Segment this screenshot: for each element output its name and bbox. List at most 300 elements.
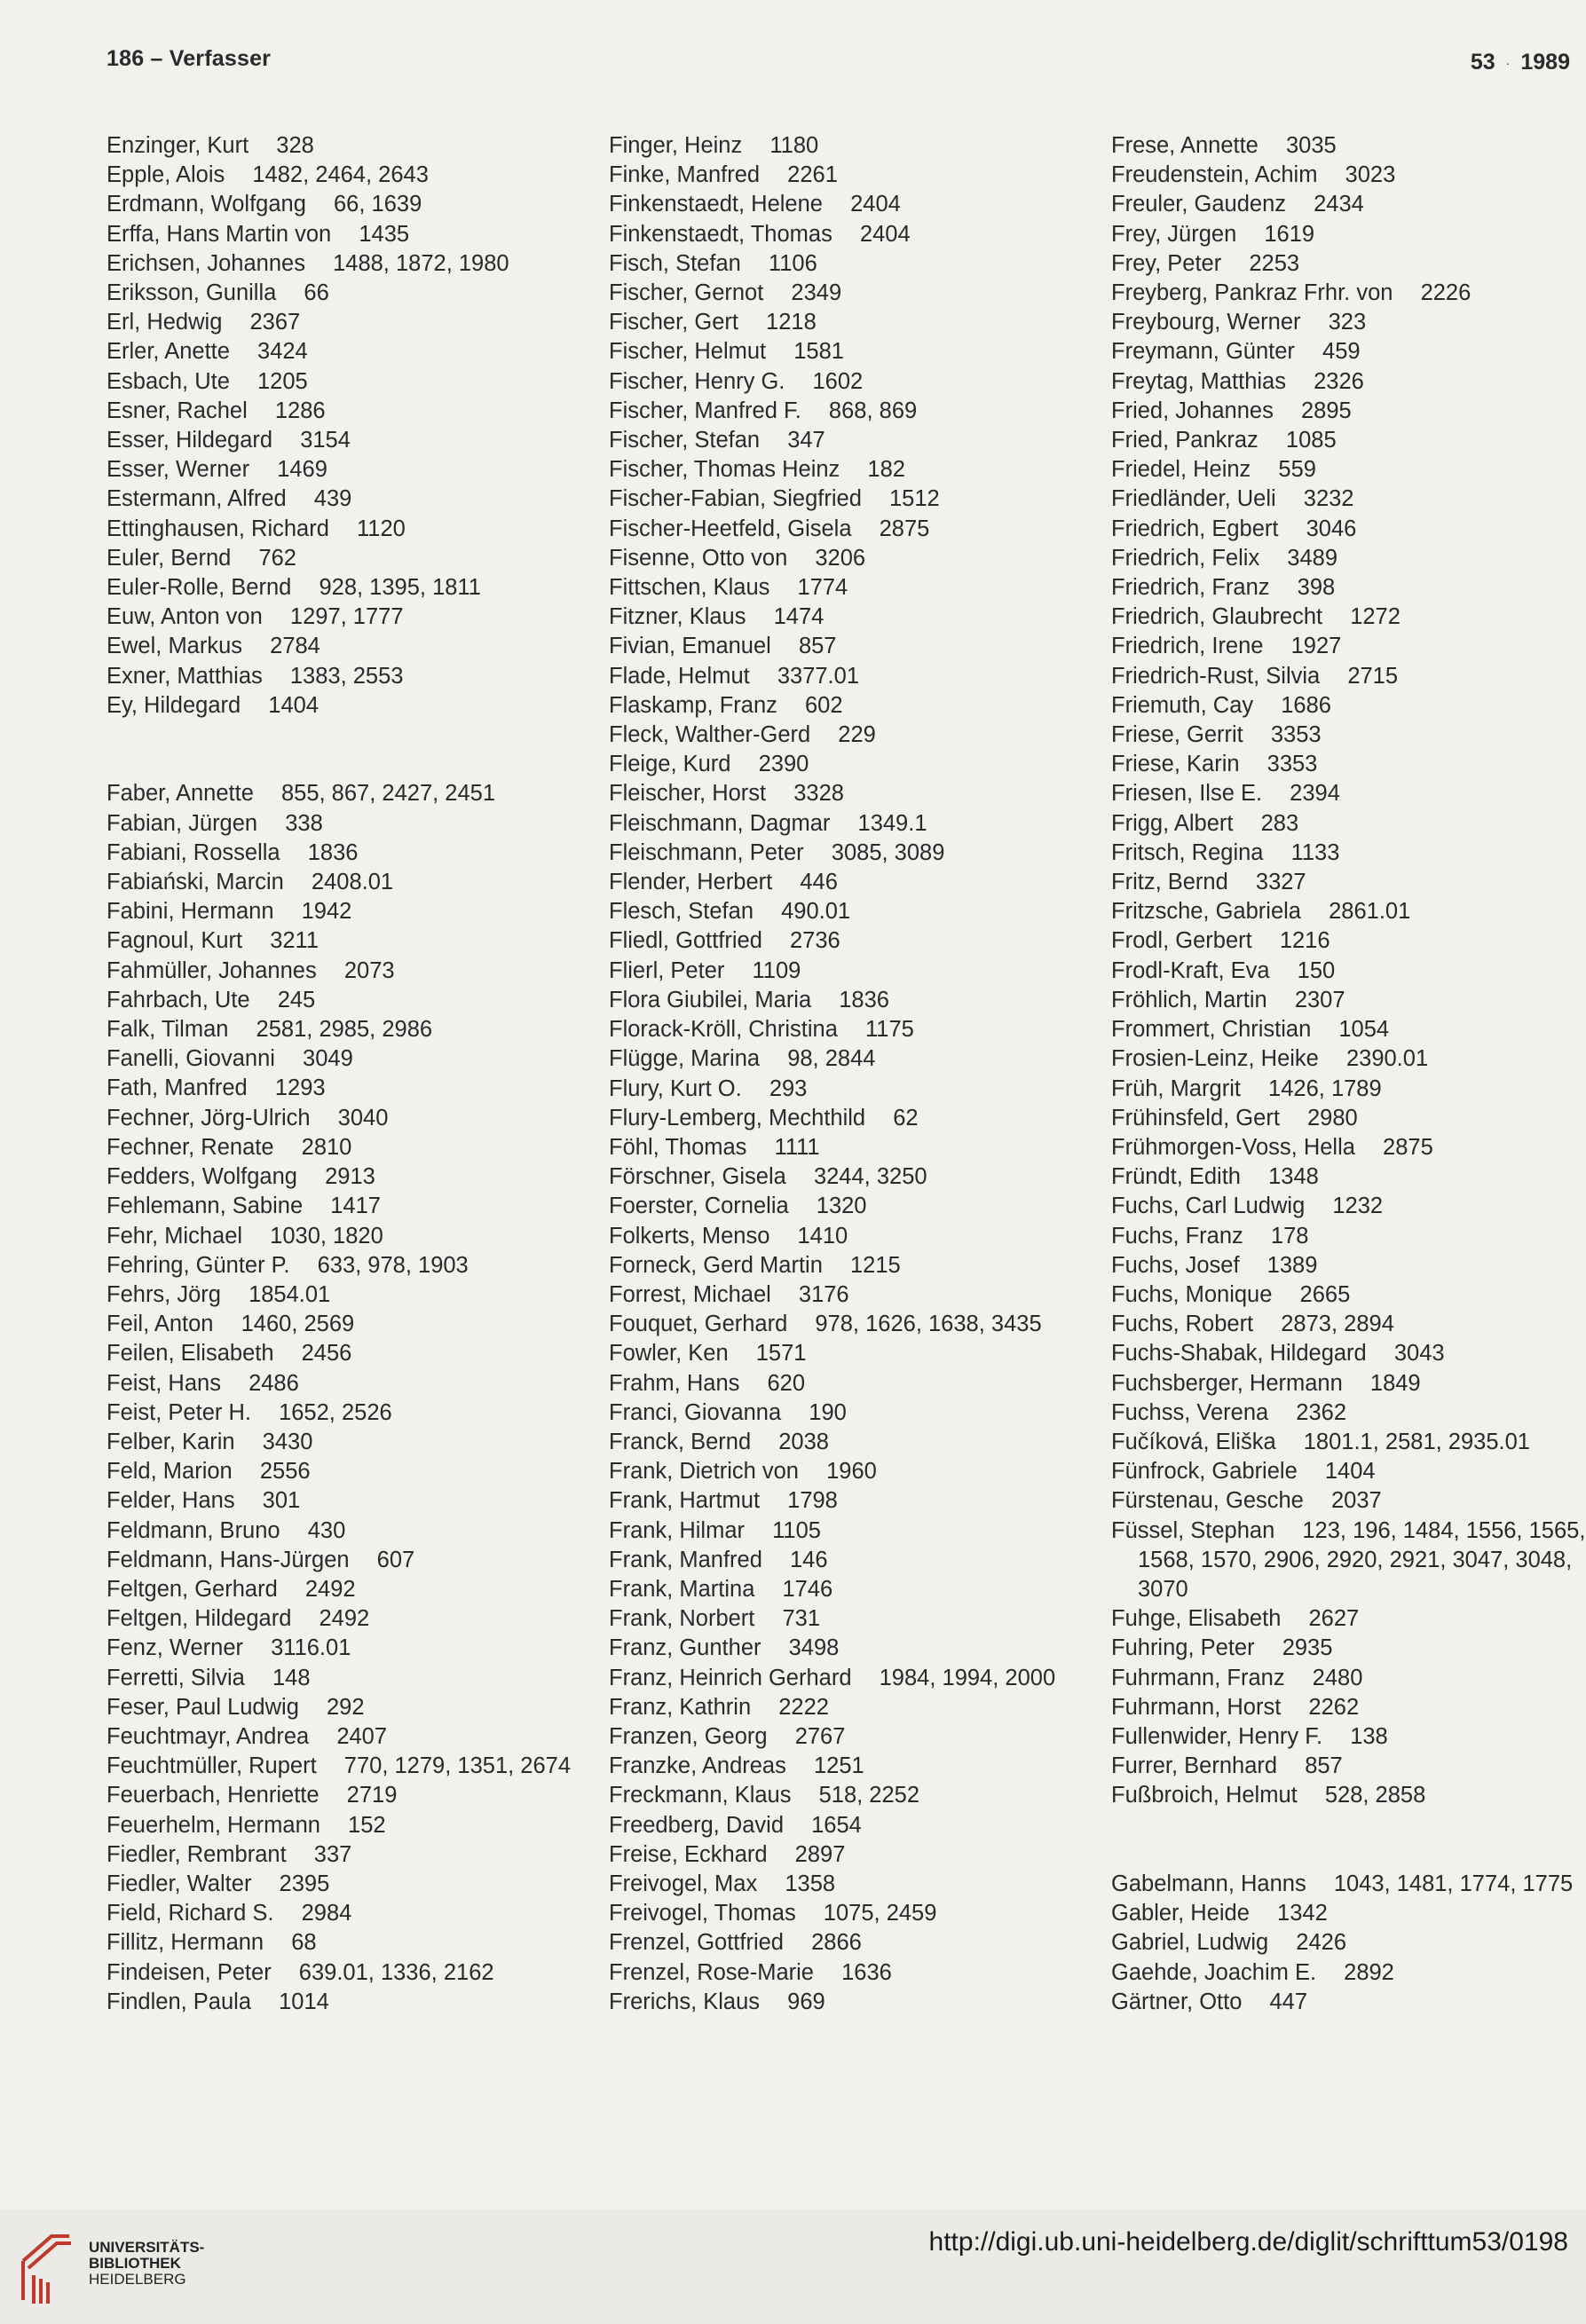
index-entry bbox=[1111, 1958, 1586, 1988]
index-entry bbox=[107, 1486, 604, 1516]
author-name: Faber, Annette bbox=[107, 781, 254, 807]
entry-numbers: 182 bbox=[867, 457, 905, 483]
entry-numbers: 1175 bbox=[864, 1017, 914, 1043]
index-entry bbox=[609, 1486, 1106, 1516]
entry-numbers: 3046 bbox=[1306, 516, 1357, 541]
entry-numbers: 3232 bbox=[1303, 486, 1354, 512]
author-name: Flügge, Marina bbox=[609, 1046, 761, 1072]
entry-numbers: 1801.1, 2581, 2935.01 bbox=[1303, 1429, 1530, 1454]
index-entry bbox=[107, 1693, 604, 1722]
entry-numbers: 3430 bbox=[262, 1429, 313, 1454]
entry-numbers: 639.01, 1336, 2162 bbox=[298, 1959, 494, 1985]
entry-numbers: 1205 bbox=[257, 368, 308, 394]
entry-numbers: 3154 bbox=[300, 428, 351, 453]
author-name: Folkerts, Menso bbox=[609, 1223, 770, 1249]
entry-numbers: 2556 bbox=[259, 1459, 311, 1485]
index-entry bbox=[609, 1104, 1106, 1133]
entry-numbers: 2873, 2894 bbox=[1281, 1312, 1394, 1337]
index-entry bbox=[1111, 1222, 1586, 1251]
author-name: Finkenstaedt, Thomas bbox=[609, 221, 832, 247]
index-entry bbox=[1111, 1928, 1586, 1958]
index-entry bbox=[609, 1899, 1106, 1928]
author-name: Esner, Rachel bbox=[107, 398, 248, 423]
entry-numbers: 2784 bbox=[270, 634, 320, 659]
index-entry bbox=[107, 1634, 604, 1663]
index-entry bbox=[1111, 544, 1586, 573]
entry-numbers: 2913 bbox=[325, 1164, 375, 1190]
author-name: Friedrich, Egbert bbox=[1111, 516, 1279, 541]
index-entry bbox=[1111, 515, 1586, 544]
entry-numbers: 323 bbox=[1328, 310, 1367, 335]
index-entry bbox=[1111, 131, 1586, 161]
index-entry bbox=[1111, 1693, 1586, 1722]
index-entry bbox=[107, 1517, 604, 1546]
entry-numbers: 1404 bbox=[1324, 1459, 1376, 1485]
author-name: Felber, Karin bbox=[107, 1429, 235, 1454]
author-name: Fučíková, Eliška bbox=[1111, 1429, 1276, 1454]
entry-numbers: 3244, 3250 bbox=[813, 1164, 927, 1190]
entry-numbers: 2404 bbox=[859, 221, 911, 247]
index-entry bbox=[107, 484, 604, 514]
author-name: Freytag, Matthias bbox=[1111, 368, 1286, 394]
index-entry bbox=[107, 868, 604, 897]
entry-numbers: 1927 bbox=[1290, 634, 1342, 659]
index-entry bbox=[609, 897, 1106, 926]
author-name: Fivian, Emanuel bbox=[609, 634, 771, 659]
entry-numbers: 1297, 1777 bbox=[289, 604, 404, 630]
index-entry bbox=[107, 1457, 604, 1486]
index-entry bbox=[609, 926, 1106, 956]
entry-numbers: 1014 bbox=[279, 1989, 329, 2014]
entry-numbers: 3040 bbox=[337, 1105, 389, 1130]
entry-numbers: 607 bbox=[376, 1547, 415, 1572]
index-entry bbox=[1111, 1015, 1586, 1044]
entry-numbers: 98, 2844 bbox=[787, 1046, 876, 1072]
index-entry bbox=[609, 161, 1106, 190]
author-name: Friedrich, Felix bbox=[1111, 545, 1260, 571]
index-entry bbox=[609, 1428, 1106, 1457]
author-name: Freivogel, Thomas bbox=[609, 1901, 796, 1926]
index-entry bbox=[1111, 779, 1586, 808]
entry-numbers: 969 bbox=[787, 1989, 825, 2014]
entry-numbers: 2426 bbox=[1296, 1930, 1347, 1956]
entry-numbers: 283 bbox=[1260, 810, 1299, 836]
entry-numbers: 2326 bbox=[1314, 368, 1364, 394]
author-name: Fechner, Jörg-Ulrich bbox=[107, 1105, 311, 1130]
entry-numbers: 447 bbox=[1269, 1989, 1308, 2014]
page-header-title: 186 – Verfasser bbox=[107, 46, 272, 71]
author-name: Freivogel, Max bbox=[609, 1871, 758, 1896]
entry-numbers: 2394 bbox=[1290, 781, 1340, 807]
index-entry bbox=[609, 1075, 1106, 1104]
entry-numbers: 1774 bbox=[797, 575, 848, 601]
entry-numbers: 2980 bbox=[1307, 1105, 1358, 1130]
author-name: Euw, Anton von bbox=[107, 604, 263, 630]
entry-numbers: 762 bbox=[258, 545, 296, 571]
index-entry bbox=[1111, 397, 1586, 426]
index-entry bbox=[1111, 1339, 1586, 1368]
author-name: Frigg, Albert bbox=[1111, 810, 1234, 836]
library-name bbox=[89, 2240, 204, 2288]
entry-numbers: 229 bbox=[838, 722, 876, 748]
entry-numbers: 439 bbox=[313, 486, 352, 512]
author-name: Frey, Jürgen bbox=[1111, 221, 1237, 247]
author-name: Erler, Anette bbox=[107, 339, 230, 365]
index-entry bbox=[609, 1546, 1106, 1575]
index-entry bbox=[107, 1398, 604, 1428]
index-entry bbox=[107, 1575, 604, 1604]
index-entry bbox=[107, 1369, 604, 1398]
entry-numbers: 1984, 1994, 2000 bbox=[879, 1665, 1056, 1690]
entry-numbers: 459 bbox=[1322, 339, 1361, 365]
index-entry bbox=[1111, 1988, 1586, 2017]
index-entry bbox=[609, 484, 1106, 514]
author-name: Fuchsberger, Hermann bbox=[1111, 1370, 1343, 1396]
author-name: Friesen, Ilse E. bbox=[1111, 781, 1263, 807]
author-name: Fuchs-Shabak, Hildegard bbox=[1111, 1341, 1367, 1367]
entry-numbers: 2390 bbox=[758, 752, 809, 777]
index-entry bbox=[107, 957, 604, 986]
index-entry bbox=[1111, 190, 1586, 219]
entry-numbers: 3327 bbox=[1255, 870, 1306, 895]
index-entry bbox=[1111, 691, 1586, 721]
index-entry bbox=[609, 1634, 1106, 1663]
index-entry bbox=[107, 190, 604, 219]
author-name: Feuerhelm, Hermann bbox=[107, 1812, 320, 1838]
author-name: Findeisen, Peter bbox=[107, 1959, 272, 1985]
author-name: Fuchs, Robert bbox=[1111, 1312, 1254, 1337]
entry-numbers: 2492 bbox=[304, 1576, 356, 1602]
entry-numbers: 3328 bbox=[793, 781, 844, 807]
author-name: Ettinghausen, Richard bbox=[107, 516, 329, 541]
author-name: Friedrich-Rust, Silvia bbox=[1111, 663, 1321, 689]
entry-numbers: 2861.01 bbox=[1329, 899, 1411, 925]
author-name: Feldmann, Bruno bbox=[107, 1517, 280, 1543]
entry-numbers: 1571 bbox=[755, 1341, 807, 1367]
author-name: Früh, Margrit bbox=[1111, 1075, 1241, 1101]
index-entry bbox=[1111, 1310, 1586, 1339]
author-name: Fahmüller, Johannes bbox=[107, 957, 317, 983]
author-name: Föhl, Thomas bbox=[609, 1134, 747, 1160]
author-name: Frodl-Kraft, Eva bbox=[1111, 957, 1270, 983]
entry-numbers: 446 bbox=[800, 870, 838, 895]
author-name: Fabian, Jürgen bbox=[107, 810, 258, 836]
page-header-volume bbox=[1471, 50, 1570, 75]
entry-numbers: 62 bbox=[893, 1105, 919, 1130]
index-entry bbox=[1111, 220, 1586, 249]
index-entry bbox=[1111, 1752, 1586, 1781]
author-name: Fabiani, Rossella bbox=[107, 839, 280, 865]
author-name: Fischer, Stefan bbox=[609, 428, 761, 453]
author-name: Frommert, Christian bbox=[1111, 1017, 1312, 1043]
index-entry bbox=[1111, 957, 1586, 986]
author-name: Fahrbach, Ute bbox=[107, 987, 250, 1012]
index-entry bbox=[107, 220, 604, 249]
index-entry bbox=[609, 1280, 1106, 1310]
index-entry bbox=[107, 161, 604, 190]
entry-numbers: 2875 bbox=[1383, 1134, 1433, 1160]
author-name: Euler, Bernd bbox=[107, 545, 232, 571]
entry-numbers: 2767 bbox=[794, 1723, 846, 1749]
author-name: Finger, Heinz bbox=[609, 133, 743, 158]
entry-numbers: 2226 bbox=[1420, 280, 1472, 306]
author-name: Friedrich, Irene bbox=[1111, 634, 1264, 659]
entry-numbers: 190 bbox=[809, 1399, 847, 1425]
author-name: Frerichs, Klaus bbox=[609, 1989, 761, 2014]
entry-numbers: 1836 bbox=[307, 839, 359, 865]
author-name: Gabelmann, Hanns bbox=[1111, 1871, 1306, 1896]
author-name: Freymann, Günter bbox=[1111, 339, 1295, 365]
index-entry bbox=[107, 632, 604, 661]
index-entry bbox=[609, 1044, 1106, 1074]
entry-numbers: 1109 bbox=[752, 957, 801, 983]
entry-numbers: 398 bbox=[1297, 575, 1336, 601]
author-name: Fath, Manfred bbox=[107, 1075, 248, 1101]
index-entry bbox=[107, 1546, 604, 1575]
index-entry bbox=[1111, 1192, 1586, 1221]
author-name: Fuhrmann, Franz bbox=[1111, 1665, 1285, 1690]
entry-numbers: 150 bbox=[1297, 957, 1336, 983]
index-entry bbox=[107, 279, 604, 308]
author-name: Fehr, Michael bbox=[107, 1223, 243, 1249]
entry-numbers: 1216 bbox=[1279, 928, 1330, 954]
author-name: Fehlemann, Sabine bbox=[107, 1194, 304, 1219]
entry-numbers: 3035 bbox=[1285, 133, 1337, 158]
entry-numbers: 1105 bbox=[772, 1517, 821, 1543]
entry-numbers: 1349.1 bbox=[857, 810, 927, 836]
entry-numbers: 66, 1639 bbox=[334, 192, 422, 217]
index-entry bbox=[107, 1928, 604, 1958]
index-entry bbox=[107, 1044, 604, 1074]
author-name: Falk, Tilman bbox=[107, 1017, 229, 1043]
entry-numbers: 337 bbox=[313, 1841, 352, 1867]
index-entry bbox=[609, 632, 1106, 661]
entry-numbers: 146 bbox=[790, 1547, 828, 1572]
source-url-link[interactable]: http://digi.ub.uni-heidelberg.de/diglit/schrifttum53/0198 bbox=[928, 2227, 1568, 2257]
entry-numbers: 3353 bbox=[1270, 722, 1322, 748]
entry-numbers: 928, 1395, 1811 bbox=[319, 575, 481, 601]
entry-numbers: 2407 bbox=[336, 1723, 388, 1749]
entry-numbers: 2395 bbox=[279, 1871, 330, 1896]
author-name: Franci, Giovanna bbox=[609, 1399, 782, 1425]
index-entry bbox=[609, 367, 1106, 397]
index-entry bbox=[1111, 484, 1586, 514]
entry-numbers: 2715 bbox=[1347, 663, 1399, 689]
index-entry bbox=[609, 1369, 1106, 1398]
entry-numbers: 857 bbox=[798, 634, 837, 659]
author-name: Fischer-Fabian, Siegfried bbox=[609, 486, 862, 512]
author-name: Fisenne, Otto von bbox=[609, 545, 788, 571]
index-entry bbox=[609, 1693, 1106, 1722]
index-entry bbox=[609, 1928, 1106, 1958]
author-name: Flesch, Stefan bbox=[609, 899, 754, 925]
author-name: Frenzel, Gottfried bbox=[609, 1930, 784, 1956]
index-entry bbox=[107, 573, 604, 603]
entry-numbers: 1180 bbox=[769, 133, 819, 158]
entry-numbers: 2736 bbox=[790, 928, 840, 954]
entry-numbers: 2935 bbox=[1282, 1635, 1333, 1661]
entry-numbers: 1798 bbox=[787, 1488, 838, 1514]
entry-numbers: 1272 bbox=[1350, 604, 1401, 630]
entry-numbers: 123, 196, 1484, 1556, 1565, 1568, 1570, 2906, 2920, 2921, 3047, 3048, 3070 bbox=[1138, 1517, 1586, 1602]
library-name-line-3: HEIDELBERG bbox=[89, 2271, 186, 2288]
entry-numbers: 633, 978, 1903 bbox=[317, 1252, 469, 1278]
index-entry bbox=[1111, 926, 1586, 956]
author-name: Exner, Matthias bbox=[107, 663, 263, 689]
author-name: Epple, Alois bbox=[107, 162, 225, 188]
author-name: Erffa, Hans Martin von bbox=[107, 221, 332, 247]
index-column-2 bbox=[609, 131, 1106, 2017]
entry-numbers: 1106 bbox=[768, 250, 817, 276]
entry-numbers: 1030, 1820 bbox=[270, 1223, 383, 1249]
entry-numbers: 148 bbox=[272, 1665, 311, 1690]
author-name: Freudenstein, Achim bbox=[1111, 162, 1318, 188]
entry-numbers: 68 bbox=[291, 1930, 317, 1956]
index-entry bbox=[609, 839, 1106, 868]
index-entry bbox=[609, 957, 1106, 986]
index-entry bbox=[1111, 161, 1586, 190]
entry-numbers: 3206 bbox=[815, 545, 866, 571]
index-entry bbox=[609, 397, 1106, 426]
letter-group-gap bbox=[1111, 1811, 1586, 1870]
index-entry bbox=[107, 337, 604, 366]
entry-numbers: 2262 bbox=[1308, 1694, 1360, 1720]
index-entry bbox=[107, 662, 604, 691]
index-entry bbox=[1111, 986, 1586, 1015]
author-name: Fillitz, Hermann bbox=[107, 1930, 264, 1956]
author-name: Fußbroich, Helmut bbox=[1111, 1783, 1298, 1808]
index-entry bbox=[107, 544, 604, 573]
entry-numbers: 2895 bbox=[1300, 398, 1352, 423]
author-name: Franzen, Georg bbox=[609, 1723, 768, 1749]
entry-numbers: 152 bbox=[348, 1812, 386, 1838]
author-name: Förschner, Gisela bbox=[609, 1164, 786, 1190]
index-entry bbox=[107, 691, 604, 721]
index-entry bbox=[609, 515, 1106, 544]
author-name: Freise, Eckhard bbox=[609, 1841, 768, 1867]
author-name: Frahm, Hans bbox=[609, 1370, 740, 1396]
entry-numbers: 2408.01 bbox=[311, 870, 394, 895]
author-name: Feuchtmüller, Rupert bbox=[107, 1753, 317, 1779]
author-name: Forrest, Michael bbox=[609, 1281, 771, 1307]
index-entry bbox=[609, 1870, 1106, 1899]
entry-numbers: 1488, 1872, 1980 bbox=[333, 250, 509, 276]
index-entry bbox=[1111, 1280, 1586, 1310]
author-name: Fanelli, Giovanni bbox=[107, 1046, 275, 1072]
author-name: Friedrich, Glaubrecht bbox=[1111, 604, 1323, 630]
entry-numbers: 178 bbox=[1270, 1223, 1309, 1249]
author-name: Erichsen, Johannes bbox=[107, 250, 305, 276]
index-entry bbox=[107, 1752, 604, 1781]
index-entry bbox=[107, 1722, 604, 1752]
index-entry bbox=[107, 1280, 604, 1310]
entry-numbers: 1482, 2464, 2643 bbox=[252, 162, 429, 188]
entry-numbers: 1836 bbox=[839, 987, 889, 1012]
index-entry bbox=[609, 1781, 1106, 1810]
author-name: Fischer, Thomas Heinz bbox=[609, 457, 840, 483]
index-entry bbox=[609, 1722, 1106, 1752]
index-entry bbox=[107, 1840, 604, 1870]
index-entry bbox=[609, 721, 1106, 750]
index-entry bbox=[609, 809, 1106, 839]
author-name: Friese, Karin bbox=[1111, 752, 1240, 777]
author-name: Frank, Manfred bbox=[609, 1547, 762, 1572]
volume-year: 1989 bbox=[1520, 50, 1570, 75]
author-name: Erdmann, Wolfgang bbox=[107, 192, 306, 217]
index-entry bbox=[609, 131, 1106, 161]
index-column-3 bbox=[1111, 131, 1586, 2017]
author-name: Gärtner, Otto bbox=[1111, 1989, 1243, 2014]
author-name: Franz, Gunther bbox=[609, 1635, 761, 1661]
index-entry bbox=[1111, 1398, 1586, 1428]
entry-numbers: 3489 bbox=[1287, 545, 1338, 571]
index-entry bbox=[1111, 662, 1586, 691]
entry-numbers: 602 bbox=[804, 692, 843, 718]
index-entry bbox=[609, 1958, 1106, 1988]
author-name: Estermann, Alfred bbox=[107, 486, 287, 512]
entry-numbers: 2456 bbox=[301, 1341, 352, 1367]
entry-numbers: 1417 bbox=[330, 1194, 381, 1219]
author-name: Fliedl, Gottfried bbox=[609, 928, 762, 954]
entry-numbers: 328 bbox=[276, 133, 314, 158]
index-entry bbox=[609, 1575, 1106, 1604]
index-entry bbox=[1111, 1251, 1586, 1280]
index-entry bbox=[609, 1339, 1106, 1368]
index-entry bbox=[1111, 809, 1586, 839]
entry-numbers: 2897 bbox=[794, 1841, 846, 1867]
author-name: Fründt, Edith bbox=[1111, 1164, 1241, 1190]
index-entry bbox=[1111, 249, 1586, 279]
entry-numbers: 2222 bbox=[778, 1694, 829, 1720]
entry-numbers: 3498 bbox=[788, 1635, 840, 1661]
index-entry bbox=[609, 1133, 1106, 1162]
index-entry bbox=[1111, 897, 1586, 926]
author-name: Feist, Peter H. bbox=[107, 1399, 251, 1425]
entry-numbers: 868, 869 bbox=[828, 398, 918, 423]
entry-numbers: 1404 bbox=[268, 692, 320, 718]
index-entry bbox=[1111, 1133, 1586, 1162]
index-entry bbox=[107, 515, 604, 544]
index-entry bbox=[609, 426, 1106, 455]
index-entry bbox=[107, 1899, 604, 1928]
author-name: Fleischer, Horst bbox=[609, 781, 767, 807]
entry-numbers: 1654 bbox=[811, 1812, 862, 1838]
index-entry bbox=[609, 1664, 1106, 1693]
author-name: Fritz, Bernd bbox=[1111, 870, 1228, 895]
author-name: Friedrich, Franz bbox=[1111, 575, 1270, 601]
entry-numbers: 430 bbox=[307, 1517, 346, 1543]
entry-numbers: 2866 bbox=[811, 1930, 862, 1956]
index-entry bbox=[609, 279, 1106, 308]
author-name: Feltgen, Gerhard bbox=[107, 1576, 278, 1602]
entry-numbers: 245 bbox=[277, 987, 316, 1012]
index-entry bbox=[1111, 367, 1586, 397]
entry-numbers: 1426, 1789 bbox=[1268, 1075, 1382, 1101]
author-name: Feist, Hans bbox=[107, 1370, 221, 1396]
index-entry bbox=[1111, 868, 1586, 897]
index-entry bbox=[107, 1781, 604, 1810]
author-name: Esbach, Ute bbox=[107, 368, 230, 394]
index-entry bbox=[107, 1015, 604, 1044]
index-entry bbox=[107, 1104, 604, 1133]
author-name: Fleck, Walther-Gerd bbox=[609, 722, 811, 748]
author-name: Fehring, Günter P. bbox=[107, 1252, 290, 1278]
author-name: Feltgen, Hildegard bbox=[107, 1606, 292, 1632]
entry-numbers: 338 bbox=[285, 810, 323, 836]
author-name: Findlen, Paula bbox=[107, 1989, 252, 2014]
author-name: Franz, Kathrin bbox=[609, 1694, 752, 1720]
entry-numbers: 3377.01 bbox=[777, 663, 860, 689]
